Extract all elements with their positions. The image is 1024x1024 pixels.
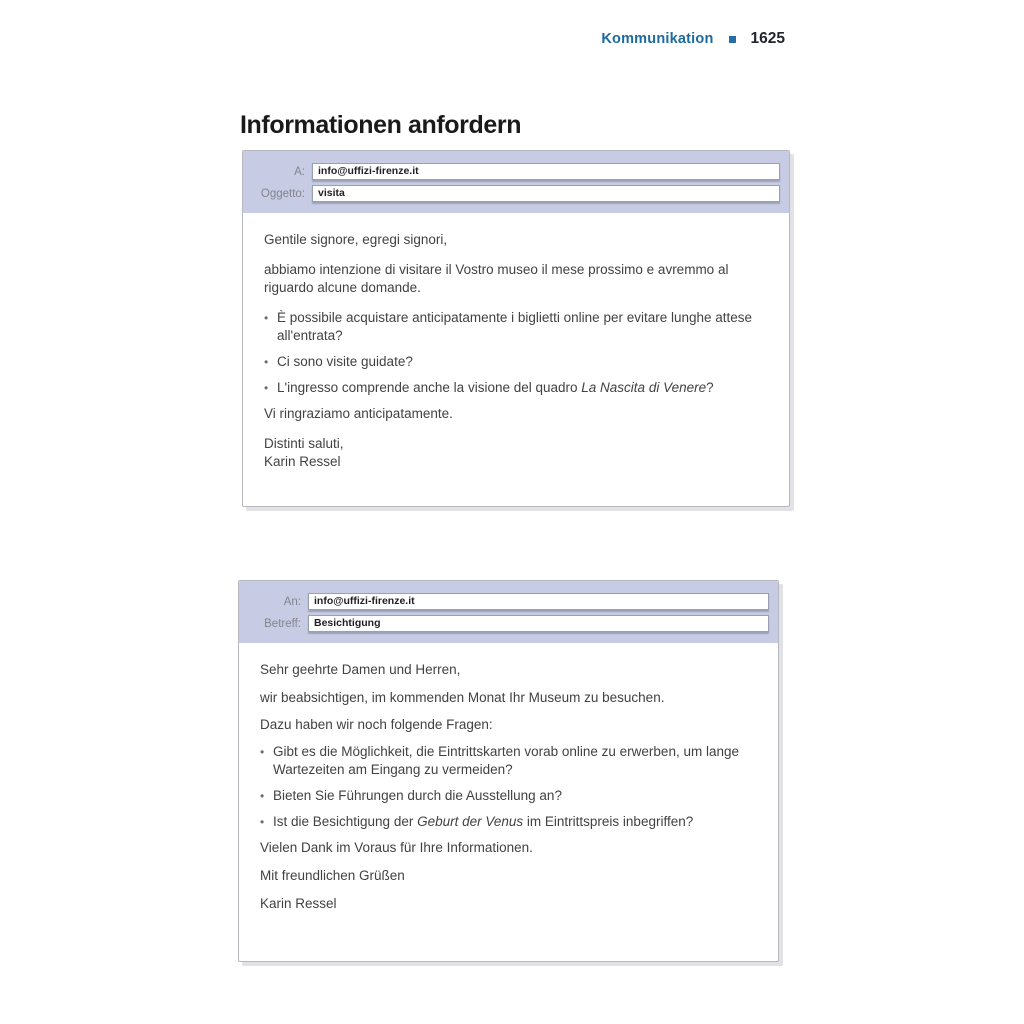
bullet-text-part: L'ingresso comprende anche la visione del quadro [277,380,582,395]
thanks-paragraph: Vielen Dank im Voraus für Ihre Informationen. [260,840,533,855]
bullet-text [273,787,752,805]
page-number: 1625 [750,30,785,47]
bullet-text-part: Bieten Sie Führungen durch die Ausstellung an? [273,788,562,803]
subject-label: Oggetto: [260,187,305,200]
bullet-item [260,787,752,805]
mail-body [243,213,789,471]
subject-field-row [239,615,769,632]
page-title: Informationen anfordern [240,110,522,139]
signature-name: Karin Ressel [260,896,337,911]
mail-header [243,151,789,213]
bullet-icon: • [260,745,265,759]
thanks-paragraph: Vi ringraziamo anticipatamente. [264,406,453,421]
to-input[interactable]: info@uffizi-firenze.it [308,593,769,610]
to-label: An: [283,595,301,608]
intro-paragraph: wir beabsichtigen, im kommenden Monat Ihr Museum zu besuchen. [260,690,665,705]
intro-paragraph: abbiamo intenzione di visitare il Vostro museo il mese prossimo e avremmo al riguardo alcune domande. [264,262,729,295]
bullet-text [277,309,763,345]
mail-body [239,643,778,913]
mail-header [239,581,778,643]
bullet-text-part: Ci sono visite guidate? [277,354,413,369]
subject-field-row [243,185,780,202]
bullet-item [264,379,763,397]
signature-block [264,435,763,471]
email-card-german [238,580,779,962]
bullet-italic-part: La Nascita di Venere [581,380,707,395]
bullet-item [260,813,752,831]
bullet-text-part: Ist die Besichtigung der [273,814,418,829]
to-input[interactable]: info@uffizi-firenze.it [312,163,780,180]
bullet-icon: • [264,355,269,369]
bullet-item [264,309,763,345]
to-field-row [243,163,780,180]
bullet-text-part: ? [706,380,714,395]
closing-line: Distinti saluti, [264,436,344,451]
salutation: Gentile signore, egregi signori, [264,232,448,247]
bullet-italic-part: Geburt der Venus [417,814,524,829]
bullet-item [264,353,763,371]
bullet-text [273,743,752,779]
salutation: Sehr geehrte Damen und Herren, [260,662,461,677]
subject-input[interactable]: visita [312,185,780,202]
section-label: Kommunikation [601,31,714,47]
bullet-text-part: È possibile acquistare anticipatamente i biglietti online per evitare lunghe attese all'entrata? [277,310,753,343]
bullet-text [277,353,763,371]
email-card-italian [242,150,790,507]
bullet-icon: • [260,789,265,803]
bullet-icon: • [260,815,265,829]
bullet-text [273,813,752,831]
closing-line: Mit freundlichen Grüßen [260,868,405,883]
to-field-row [239,593,769,610]
bullet-text-part: im Eintrittspreis inbegriffen? [523,814,694,829]
running-head [601,30,785,48]
bullet-text [277,379,763,397]
subject-label: Betreff: [264,617,301,630]
subject-input[interactable]: Besichtigung [308,615,769,632]
to-label: A: [294,165,305,178]
bullet-icon: • [264,311,269,325]
questions-lead-paragraph: Dazu haben wir noch folgende Fragen: [260,717,493,732]
square-bullet-icon [729,36,736,43]
signature-name: Karin Ressel [264,454,341,469]
bullet-icon: • [264,381,269,395]
bullet-text-part: Gibt es die Möglichkeit, die Eintrittskarten vorab online zu erwerben, um lange Wartezeiten am Eingang zu vermeiden? [273,744,739,777]
bullet-item [260,743,752,779]
